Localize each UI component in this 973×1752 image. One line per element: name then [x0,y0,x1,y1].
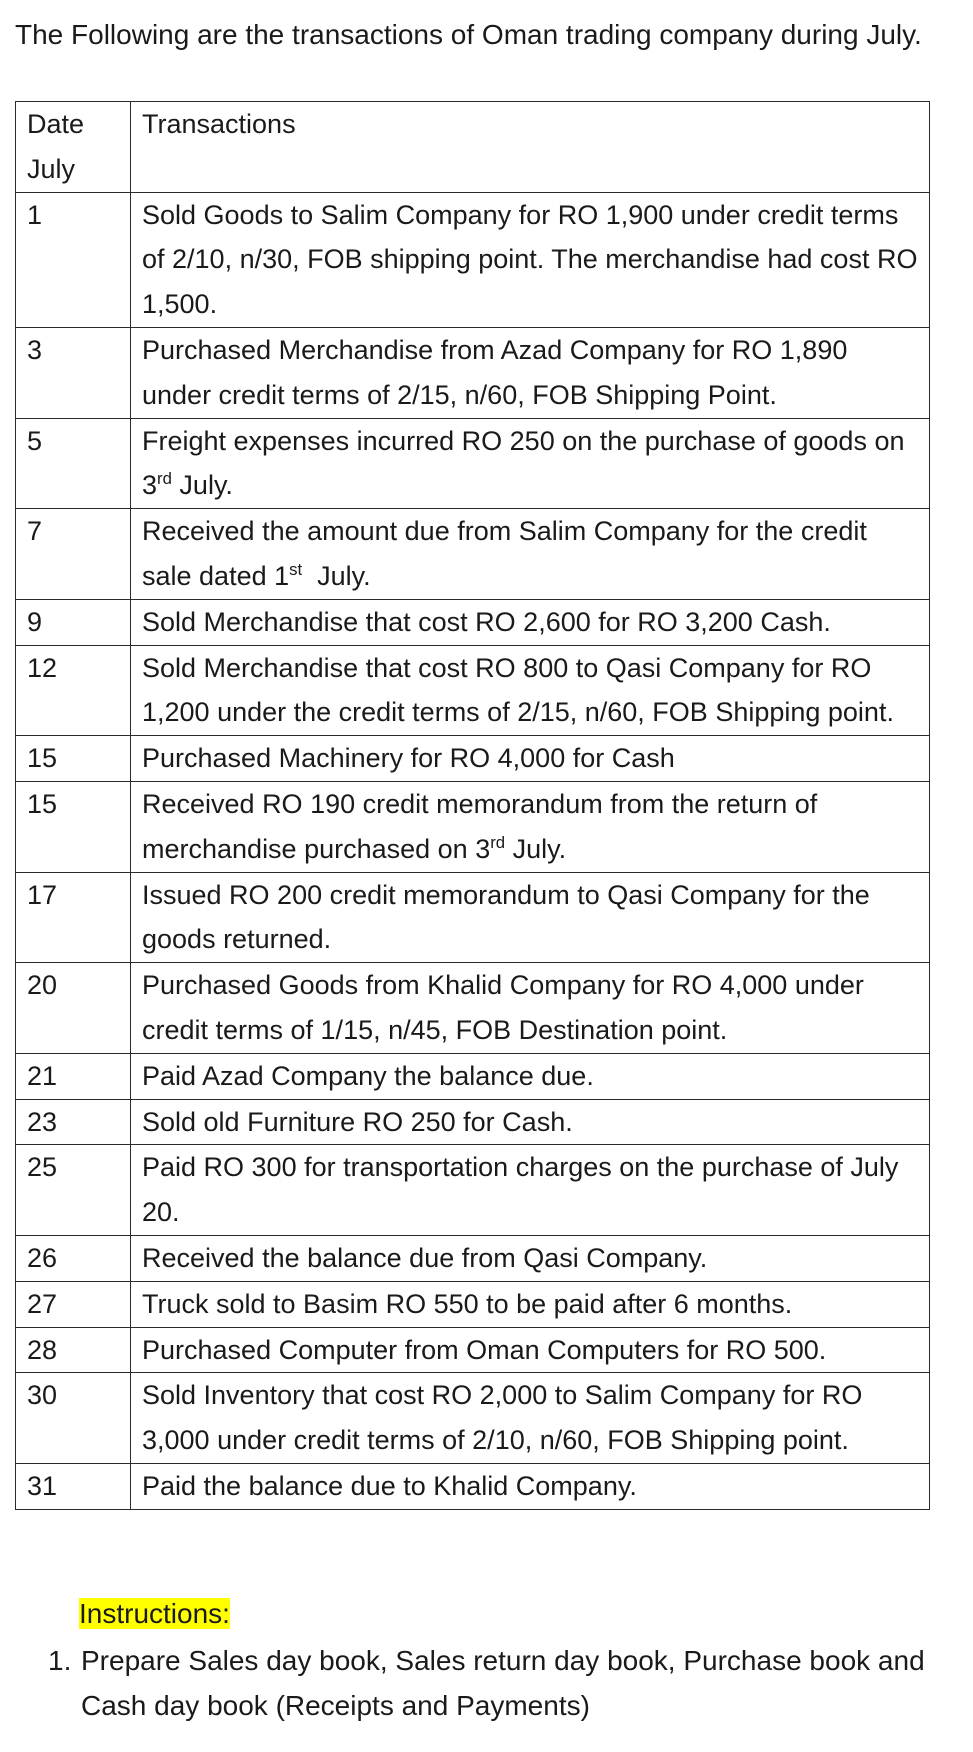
table-row [16,327,930,418]
date-cell: 30 [16,1373,131,1464]
transaction-cell: Paid RO 300 for transportation charges on the purchase of July 20. [131,1145,930,1236]
transaction-cell [131,418,930,509]
instructions-heading [79,1594,230,1634]
date-cell: 25 [16,1145,131,1236]
transaction-cell: Sold Goods to Salim Company for RO 1,900 under credit terms of 2/10, n/30, FOB shipping point. The merchandise had cost RO 1,500. [131,192,930,327]
transactions-column-header: Transactions [131,102,930,193]
date-cell: 28 [16,1327,131,1373]
table-row [16,599,930,645]
transaction-cell: Received the balance due from Qasi Company. [131,1235,930,1281]
date-cell: 20 [16,963,131,1054]
date-cell: 27 [16,1281,131,1327]
table-row [16,1053,930,1099]
transaction-cell [131,509,930,600]
date-column-header [16,102,131,193]
transaction-text: Received the amount due from Salim Company for the credit sale dated 1 [142,516,867,591]
transaction-text-end: July. [171,470,233,501]
transaction-cell: Purchased Merchandise from Azad Company for RO 1,890 under credit terms of 2/15, n/60, FOB Shipping Point. [131,327,930,418]
transaction-cell: Sold Merchandise that cost RO 800 to Qasi Company for RO 1,200 under the credit terms of 2/15, n/60, FOB Shipping point. [131,645,930,736]
table-row [16,1327,930,1373]
instruction-number: 1. [48,1645,72,1676]
date-cell: 3 [16,327,131,418]
transaction-cell: Purchased Computer from Oman Computers for RO 500. [131,1327,930,1373]
table-row [16,418,930,509]
date-header-label: Date [27,109,85,139]
transaction-cell [131,781,930,872]
transaction-cell: Purchased Machinery for RO 4,000 for Cash [131,736,930,782]
table-row [16,963,930,1054]
transaction-cell: Sold Merchandise that cost RO 2,600 for RO 3,200 Cash. [131,599,930,645]
table-row [16,1281,930,1327]
transaction-cell: Sold old Furniture RO 250 for Cash. [131,1099,930,1145]
transactions-table [15,101,930,1510]
table-row [16,1235,930,1281]
table-row [16,1373,930,1464]
ordinal-suffix: st [289,559,303,579]
instruction-text: Prepare Sales day book, Sales return day book, Purchase book and Cash day book (Receipts and Payments) [81,1645,925,1721]
transaction-cell: Purchased Goods from Khalid Company for RO 4,000 under credit terms of 1/15, n/45, FOB Destination point. [131,963,930,1054]
table-header-row [16,102,930,193]
highlighted-instructions-label: Instructions: [79,1598,230,1629]
date-cell: 17 [16,872,131,963]
date-cell: 7 [16,509,131,600]
table-row [16,1463,930,1509]
month-header-label: July [27,153,76,184]
ordinal-suffix: rd [157,469,172,489]
table-row [16,1099,930,1145]
instructions-list [48,1638,938,1728]
transaction-cell: Issued RO 200 credit memorandum to Qasi Company for the goods returned. [131,872,930,963]
transaction-cell: Paid Azad Company the balance due. [131,1053,930,1099]
transaction-text: Freight expenses incurred RO 250 on the purchase of goods on 3 [142,425,905,501]
date-cell: 12 [16,645,131,736]
table-row [16,509,930,600]
transaction-cell: Truck sold to Basim RO 550 to be paid after 6 months. [131,1281,930,1327]
table-row [16,781,930,872]
ordinal-suffix: rd [490,832,506,852]
date-cell: 1 [16,192,131,327]
date-cell: 15 [16,781,131,872]
date-cell: 23 [16,1099,131,1145]
transaction-text-end: July. [302,560,371,591]
table-row [16,872,930,963]
table-row [16,192,930,327]
date-cell: 26 [16,1235,131,1281]
intro-paragraph: The Following are the transactions of Oman trading company during July. [15,19,922,50]
date-cell: 31 [16,1463,131,1509]
transaction-cell: Paid the balance due to Khalid Company. [131,1463,930,1509]
date-cell: 21 [16,1053,131,1099]
transaction-text: Received RO 190 credit memorandum from the return of merchandise purchased on 3 [142,788,818,864]
table-row [16,1145,930,1236]
table-row [16,645,930,736]
date-cell: 15 [16,736,131,782]
transaction-text-end: July. [505,833,567,864]
table-row [16,736,930,782]
transaction-cell: Sold Inventory that cost RO 2,000 to Salim Company for RO 3,000 under credit terms of 2/10, n/60, FOB Shipping point. [131,1373,930,1464]
date-cell: 5 [16,418,131,509]
date-cell: 9 [16,599,131,645]
instruction-item [48,1638,938,1728]
